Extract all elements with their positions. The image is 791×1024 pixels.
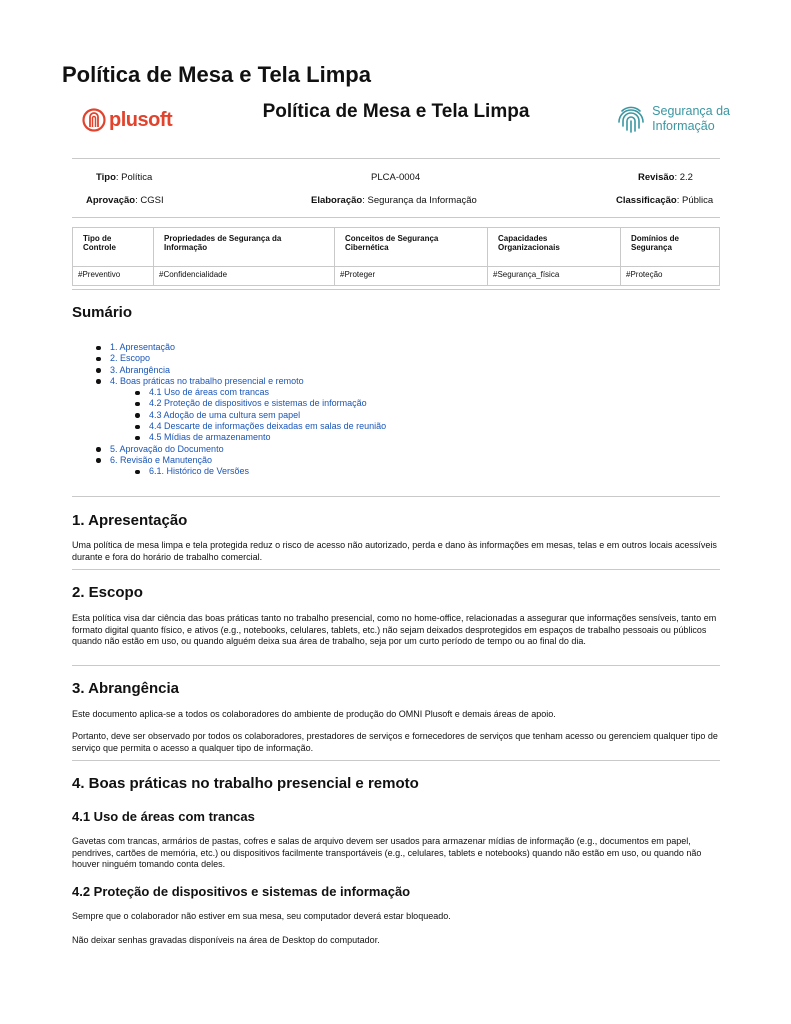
section-paragraph: Sempre que o colaborador não estiver em sua mesa, seu computador deverá estar bloqueado. [72,911,451,921]
section-paragraph: Esta política visa dar ciência das boas práticas tanto no trabalho presencial, como no home-office, relacionadas a assegurar que informações sensíveis, tanto em formato digital quanto físico, e ativos (e.g., notebooks, celulares, tablets, etc.) não sejam deixados desprotegidos em espaços de trabalho pessoais ou públicos quando não estão em uso, ou quando alguém deixa sua área de trabalho, seja por um curto período de tempo ou ao final do dia. [72,613,717,646]
toc-item[interactable] [96,444,386,455]
meta-aprovacao [86,195,164,206]
divider [72,760,720,761]
table-cell: #Proteção [621,267,720,286]
toc-subitem[interactable] [135,387,386,398]
table-cell: #Preventivo [73,267,154,286]
sumario-title: Sumário [72,304,133,321]
meta-tipo-label: Tipo [96,172,116,183]
meta-revisao [638,172,693,183]
toc-link[interactable]: 4.5 Mídias de armazenamento [149,432,271,443]
meta-classificacao-label: Classificação [616,195,677,206]
toc-link[interactable]: 6.1. Histórico de Versões [149,466,250,477]
meta-revisao-label: Revisão [638,172,675,183]
document-header [72,96,730,146]
toc-subitem[interactable] [135,466,386,477]
toc-item[interactable] [96,365,386,376]
section-title-boas-praticas: 4. Boas práticas no trabalho presencial e remoto [72,775,419,792]
seguranca-logo-line1: Segurança da [652,104,730,118]
column-header: Tipo de Controle [73,228,154,267]
toc-link[interactable]: 4.4 Descarte de informações deixadas em salas de reunião [149,421,387,432]
divider [72,496,720,497]
meta-elaboracao [311,195,477,206]
section-paragraph: Uma política de mesa limpa e tela protegida reduz o risco de acesso não autorizado, perda e dano às informações em mesas, telas e em outros locais acessíveis durante e fora do horário de trabalho comercial. [72,540,717,562]
table-cell: #Proteger [335,267,488,286]
meta-revisao-value: : 2.2 [674,172,693,183]
toc-link[interactable]: 4.3 Adoção de uma cultura sem papel [149,409,301,420]
divider [72,158,720,159]
toc-subitem[interactable] [135,432,386,443]
toc-link[interactable]: 4.1 Uso de áreas com trancas [149,387,270,398]
divider [72,217,720,218]
table-header-row [73,228,720,267]
meta-elaboracao-value: : Segurança da Informação [362,195,477,206]
fingerprint-icon [614,102,648,136]
meta-elaboracao-label: Elaboração [311,195,363,206]
section-paragraph: Gavetas com trancas, armários de pastas, cofres e salas de arquivo devem ser usados para armazenar mídias de informação (e.g., documentos em papel, pendrives, cartões de memória, etc.) ou dispositivos facilmente transportáveis (e.g., celulares, tablets e notebooks) quando não estão em uso, ou quando não houver ninguém tomando conta deles. [72,836,702,869]
seguranca-logo-line2: Informação [652,119,715,133]
plusoft-logo-text: plusoft [109,108,173,131]
table-cell: #Confidencialidade [154,267,335,286]
section-title-apresentacao: 1. Apresentação [72,512,188,529]
toc-link[interactable]: 3. Abrangência [110,364,171,375]
meta-classificacao-value: : Pública [676,195,714,206]
toc-item[interactable] [96,376,386,387]
toc-subitem[interactable] [135,398,386,409]
column-header: Domínios de Segurança [621,228,720,267]
table-of-contents [96,342,386,478]
section-paragraph: Portanto, deve ser observado por todos os colaboradores, prestadores de serviços e fornecedores de serviços que tenham acesso ou gerenciem qualquer tipo de serviço que permita o acesso a qualquer tipo de informação. [72,731,718,753]
divider [72,665,720,666]
column-header: Conceitos de Segurança Cibernética [335,228,488,267]
toc-subitem[interactable] [135,410,386,421]
table-cell: #Segurança_física [488,267,621,286]
toc-link[interactable]: 2. Escopo [110,353,151,364]
seguranca-informacao-logo [614,102,730,136]
section-title-abrangencia: 3. Abrangência [72,680,179,697]
meta-tipo [96,172,152,183]
subsection-title: 4.1 Uso de áreas com trancas [72,809,255,824]
meta-aprovacao-label: Aprovação [86,195,136,206]
meta-code: PLCA-0004 [371,172,421,183]
document-title: Política de Mesa e Tela Limpa [62,62,371,87]
table-row [73,267,720,286]
toc-item[interactable] [96,455,386,466]
column-header: Propriedades de Segurança da Informação [154,228,335,267]
meta-classificacao [616,195,713,206]
toc-link[interactable]: 6. Revisão e Manutenção [110,454,213,465]
divider [72,569,720,570]
security-properties-table [72,227,720,286]
column-header: Capacidades Organizacionais [488,228,621,267]
section-paragraph: Não deixar senhas gravadas disponíveis na área de Desktop do computador. [72,935,380,945]
header-title: Política de Mesa e Tela Limpa [262,101,530,122]
divider [72,289,720,290]
toc-link[interactable]: 4.2 Proteção de dispositivos e sistemas de informação [149,398,367,409]
toc-item[interactable] [96,353,386,364]
meta-tipo-value: : Política [115,172,153,183]
toc-item[interactable] [96,342,386,353]
section-paragraph: Este documento aplica-se a todos os colaboradores do ambiente de produção do OMNI Plusoft e demais áreas de apoio. [72,709,556,719]
meta-aprovacao-value: : CGSI [135,195,164,206]
toc-link[interactable]: 5. Aprovação do Documento [110,443,224,454]
toc-link[interactable]: 4. Boas práticas no trabalho presencial e remoto [110,375,304,386]
section-title-escopo: 2. Escopo [72,584,143,601]
subsection-title: 4.2 Proteção de dispositivos e sistemas de informação [72,884,411,899]
toc-link[interactable]: 1. Apresentação [110,342,176,352]
toc-subitem[interactable] [135,421,386,432]
seguranca-logo-text [652,104,730,134]
